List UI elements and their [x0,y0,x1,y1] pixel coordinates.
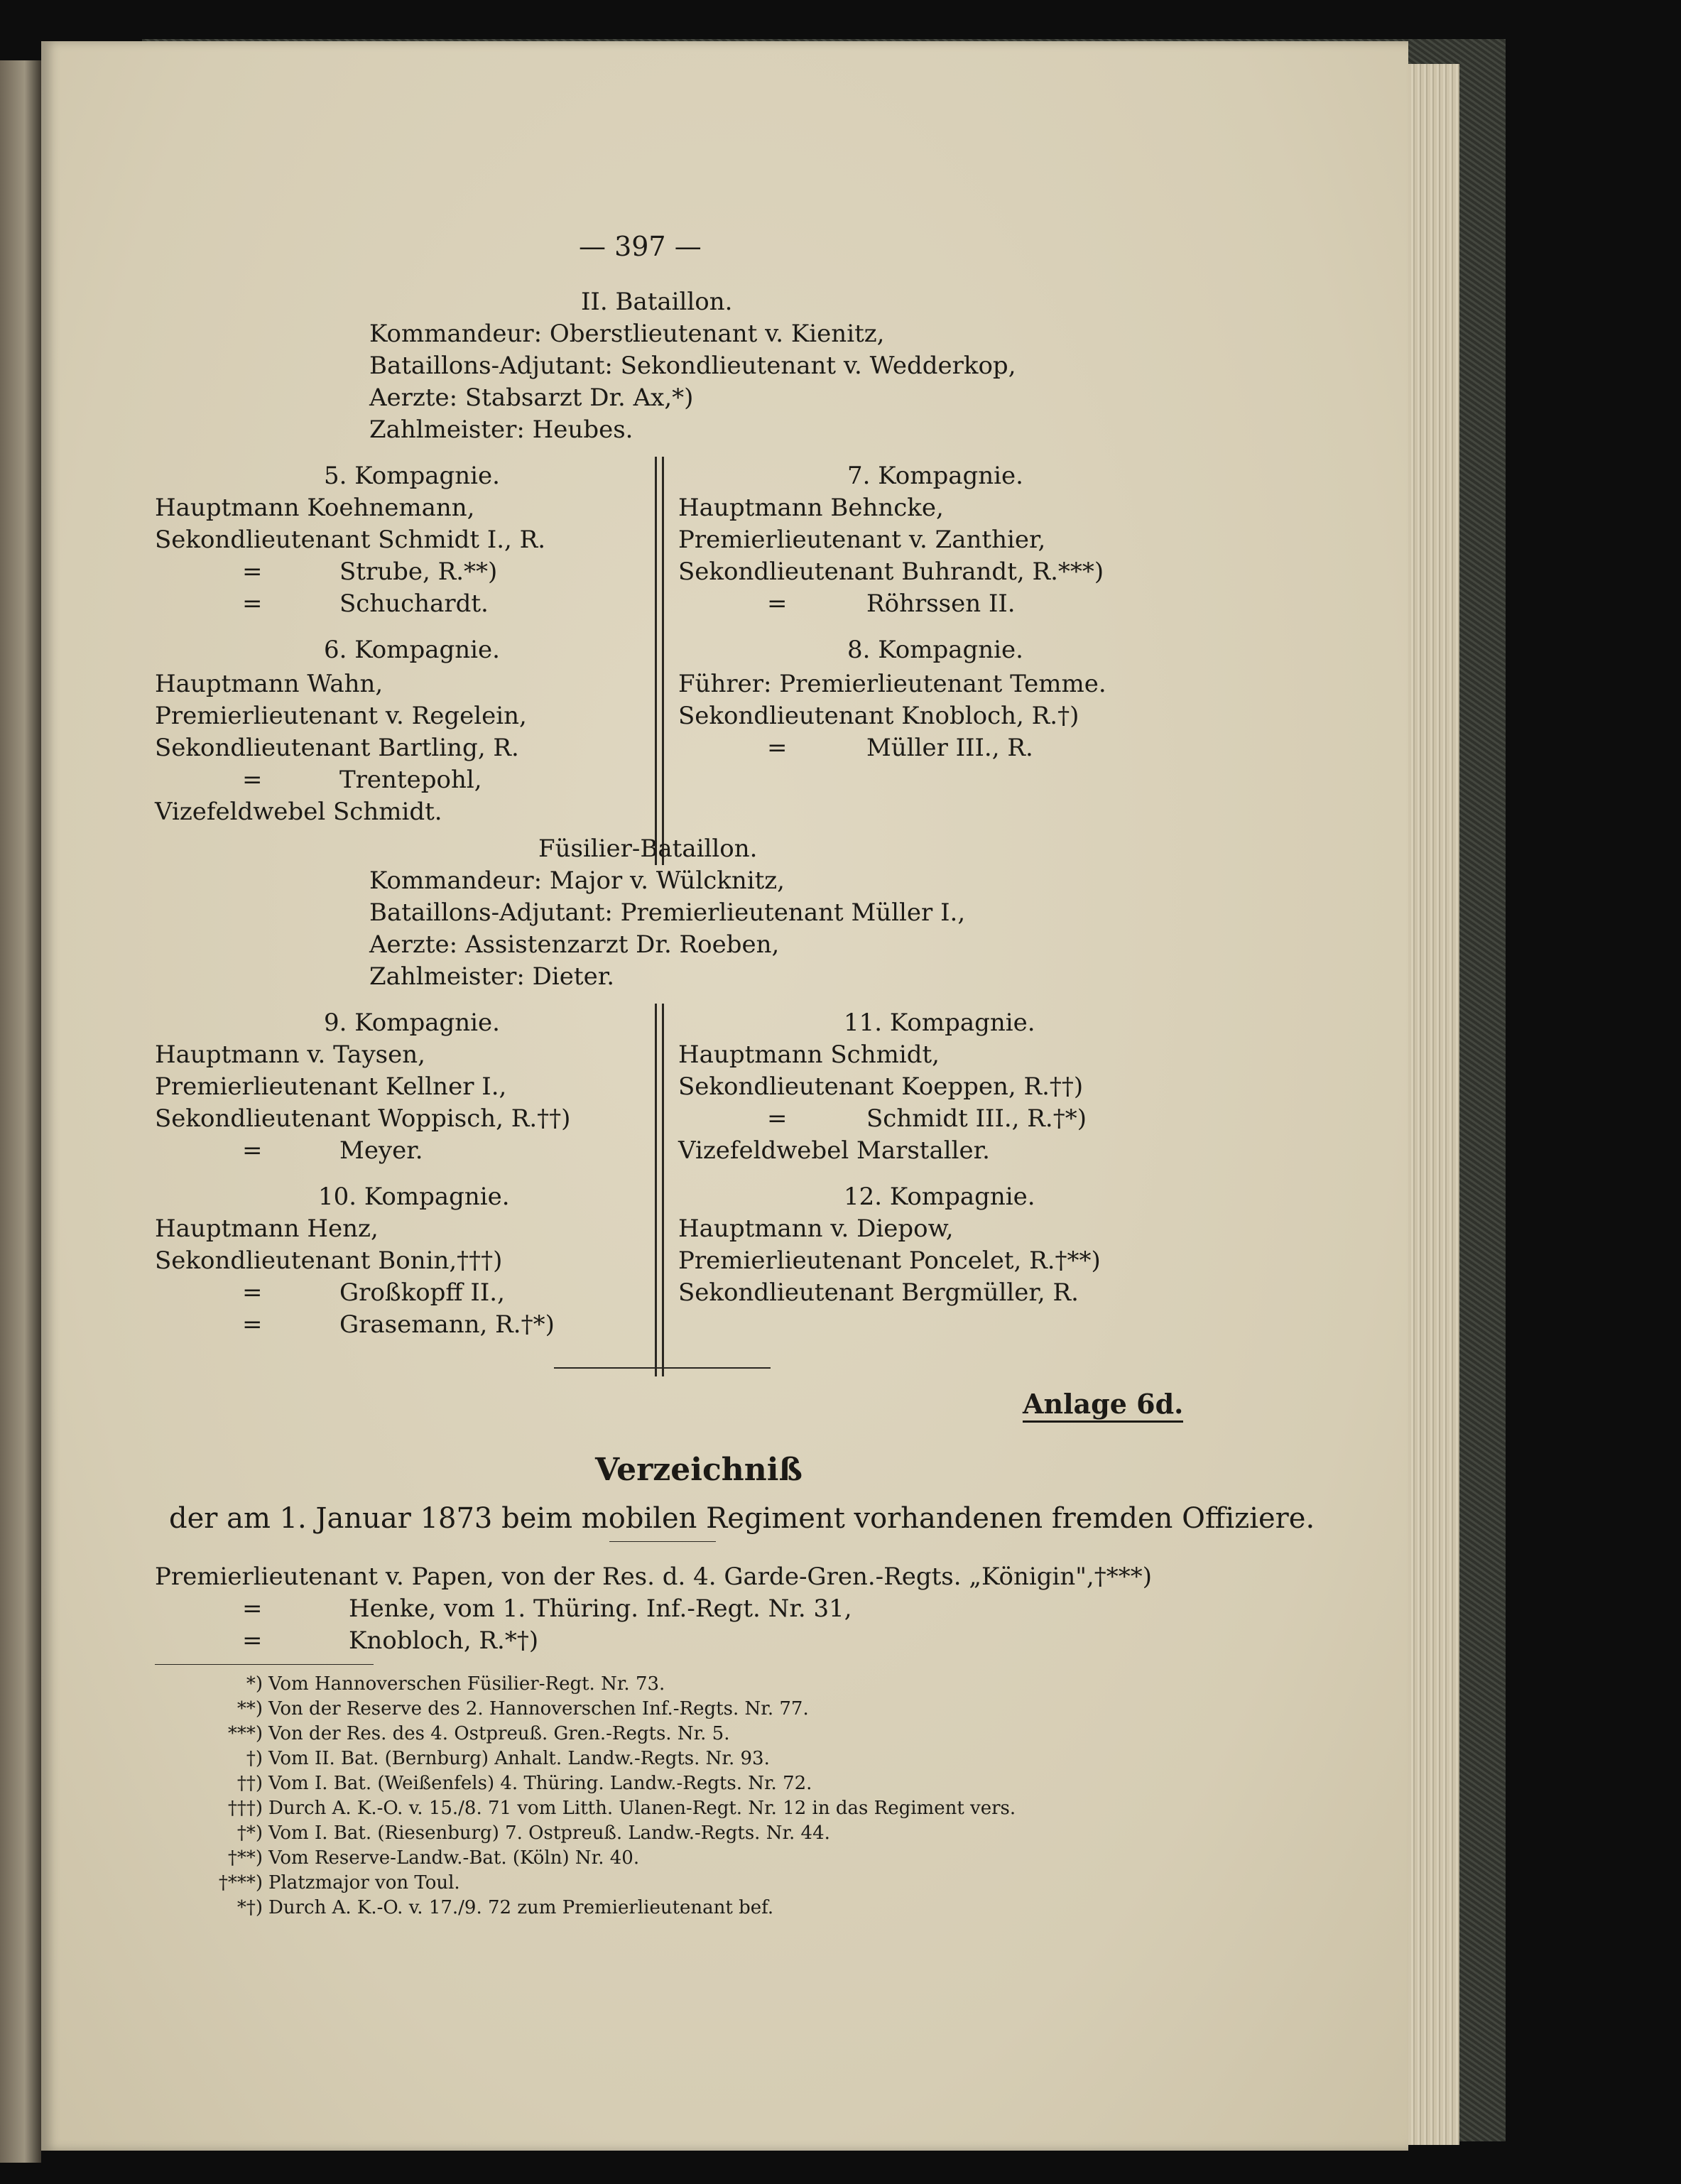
footnote-rule [155,1664,374,1665]
fuesilier-aerzte: Aerzte: Assistenzarzt Dr. Roeben, [369,930,780,959]
komp9-line: Sekondlieutenant Woppisch, R.††) [155,1104,571,1133]
komp10-line: Sekondlieutenant Bonin,†††) [155,1246,503,1275]
bataillon-2-zahlmeister: Zahlmeister: Heubes. [369,415,633,444]
komp6-title: 6. Kompagnie. [324,636,500,664]
verzeichniss-line: Henke, vom 1. Thüring. Inf.-Regt. Nr. 31, [349,1594,852,1623]
footnote-text: Von der Res. des 4. Ostpreuß. Gren.-Regts. Nr. 5. [268,1723,730,1744]
komp7-title: 7. Kompagnie. [847,462,1023,490]
komp12-line: Sekondlieutenant Bergmüller, R. [678,1278,1079,1307]
fuesilier-kommandeur: Kommandeur: Major v. Wülcknitz, [369,866,785,895]
bataillon-2-kommandeur: Kommandeur: Oberstlieutenant v. Kienitz, [369,320,885,348]
footnote-mark: *) [246,1673,263,1695]
komp12-line: Premierlieutenant Poncelet, R.†**) [678,1246,1101,1275]
ditto-mark: = [767,590,788,618]
komp6-line: Vizefeldwebel Schmidt. [155,798,442,826]
komp10-title: 10. Kompagnie. [318,1183,510,1211]
komp12-title: 12. Kompagnie. [844,1183,1035,1211]
komp11-line: Sekondlieutenant Koeppen, R.††) [678,1072,1084,1101]
komp8-line: Führer: Premierlieutenant Temme. [678,670,1106,698]
verzeichniss-line: Knobloch, R.*†) [349,1626,539,1655]
footnote-mark: †*) [236,1822,263,1844]
anlage-label: Anlage 6d. [1023,1391,1183,1423]
footnote-mark: *†) [236,1897,263,1918]
footnote-mark: **) [236,1698,263,1720]
ditto-mark: = [242,1136,263,1165]
footnote-mark: †***) [218,1872,263,1894]
footnote-text: Vom I. Bat. (Weißenfels) 4. Thüring. Landw.-Regts. Nr. 72. [268,1773,812,1794]
footnote-text: Vom II. Bat. (Bernburg) Anhalt. Landw.-Regts. Nr. 93. [268,1748,770,1769]
ditto-mark: = [242,766,263,794]
komp5-line: Hauptmann Koehnemann, [155,494,475,522]
column-divider-lower [655,1004,657,1376]
komp5-title: 5. Kompagnie. [324,462,500,490]
ditto-mark: = [242,558,263,586]
section-separator [554,1367,771,1369]
komp6-line: Sekondlieutenant Bartling, R. [155,734,519,762]
komp11-line: Schmidt III., R.†*) [866,1104,1087,1133]
komp7-line: Hauptmann Behncke, [678,494,944,522]
footnote-mark: ***) [227,1723,263,1744]
komp9-title: 9. Kompagnie. [324,1009,500,1037]
fuesilier-zahlmeister: Zahlmeister: Dieter. [369,962,615,991]
komp8-line: Sekondlieutenant Knobloch, R.†) [678,702,1079,730]
komp6-line: Premierlieutenant v. Regelein, [155,702,527,730]
footnote-text: Vom Hannoverschen Füsilier-Regt. Nr. 73. [268,1673,665,1695]
ditto-mark: = [242,1594,263,1623]
komp8-line: Müller III., R. [866,734,1033,762]
column-divider-upper-2 [662,457,664,865]
footnote-text: Vom I. Bat. (Riesenburg) 7. Ostpreuß. Landw.-Regts. Nr. 44. [268,1822,830,1844]
footnote-text: Durch A. K.-O. v. 15./8. 71 vom Litth. Ulanen-Regt. Nr. 12 in das Regiment vers. [268,1798,1016,1819]
verzeichniss-line: Premierlieutenant v. Papen, von der Res. d. 4. Garde-Gren.-Regts. „Königin",†***) [155,1563,1152,1591]
ditto-mark: = [242,1310,263,1339]
footnote-text: Durch A. K.-O. v. 17./9. 72 zum Premierlieutenant bef. [268,1897,774,1918]
bataillon-2-adjutant: Bataillons-Adjutant: Sekondlieutenant v. Wedderkop, [369,352,1016,380]
komp10-line: Grasemann, R.†*) [339,1310,555,1339]
book-page [41,41,1408,2151]
page-number: — 397 — [579,231,702,262]
komp11-line: Vizefeldwebel Marstaller. [678,1136,990,1165]
komp10-line: Hauptmann Henz, [155,1215,379,1243]
fuesilier-adjutant: Bataillons-Adjutant: Premierlieutenant Müller I., [369,898,966,927]
footnote-text: Von der Reserve des 2. Hannoverschen Inf.-Regts. Nr. 77. [268,1698,809,1720]
verzeichniss-subtitle: der am 1. Januar 1873 beim mobilen Regiment vorhandenen fremden Offiziere. [169,1502,1315,1535]
komp5-line: Strube, R.**) [339,558,498,586]
komp11-line: Hauptmann Schmidt, [678,1041,940,1069]
komp7-line: Premierlieutenant v. Zanthier, [678,526,1046,554]
bataillon-2-aerzte: Aerzte: Stabsarzt Dr. Ax,*) [369,384,694,412]
komp9-line: Premierlieutenant Kellner I., [155,1072,507,1101]
komp5-line: Schuchardt. [339,590,489,618]
ditto-mark: = [767,734,788,762]
ditto-mark: = [767,1104,788,1133]
komp5-line: Sekondlieutenant Schmidt I., R. [155,526,546,554]
footnote-mark: †) [246,1748,263,1769]
fuesilier-title: Füsilier-Bataillon. [538,835,758,863]
footnote-text: Platzmajor von Toul. [268,1872,460,1894]
komp7-line: Röhrssen II. [866,590,1016,618]
komp6-line: Hauptmann Wahn, [155,670,383,698]
komp8-title: 8. Kompagnie. [847,636,1023,664]
ditto-mark: = [242,590,263,618]
ditto-mark: = [242,1626,263,1655]
footnote-mark: ††) [236,1773,263,1794]
komp10-line: Großkopff II., [339,1278,505,1307]
komp11-title: 11. Kompagnie. [844,1009,1035,1037]
previous-page-edge [0,60,41,2163]
footnote-text: Vom Reserve-Landw.-Bat. (Köln) Nr. 40. [268,1847,640,1869]
ornament-rule [609,1541,716,1542]
komp9-line: Hauptmann v. Taysen, [155,1041,425,1069]
footnote-mark: †††) [227,1798,263,1819]
komp12-line: Hauptmann v. Diepow, [678,1215,954,1243]
ditto-mark: = [242,1278,263,1307]
komp9-line: Meyer. [339,1136,423,1165]
komp6-line: Trentepohl, [339,766,482,794]
column-divider-lower-2 [662,1004,664,1376]
column-divider-upper [655,457,657,865]
komp7-line: Sekondlieutenant Buhrandt, R.***) [678,558,1104,586]
footnote-mark: †**) [227,1847,263,1869]
verzeichniss-title: Verzeichniß [595,1452,803,1488]
bataillon-2-title: II. Bataillon. [581,288,733,316]
